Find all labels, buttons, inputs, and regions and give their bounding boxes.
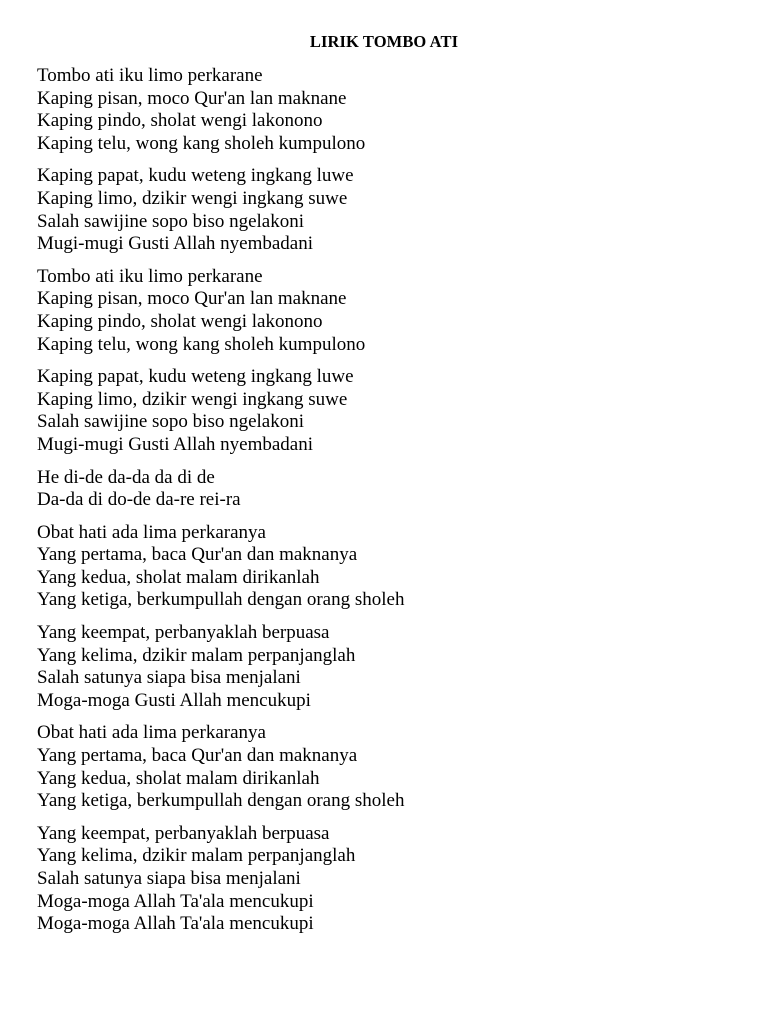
lyrics-body: [37, 65, 737, 946]
lyric-line: Obat hati ada lima perkaranya: [37, 722, 266, 744]
lyric-line: Salah sawijine sopo biso ngelakoni: [37, 411, 305, 433]
lyric-line: Da-da di do-de da-re rei-ra: [37, 489, 241, 511]
lyric-line: Kaping limo, dzikir wengi ingkang suwe: [37, 187, 348, 209]
lyric-line: Yang kedua, sholat malam dirikanlah: [37, 566, 320, 588]
lyric-line: Kaping telu, wong kang sholeh kumpulono: [37, 132, 366, 154]
lyric-line: Tombo ati iku limo perkarane: [37, 65, 263, 86]
lyric-line: Yang ketiga, berkumpullah dengan orang sholeh: [37, 790, 405, 812]
page-title: LIRIK TOMBO ATI: [309, 32, 459, 51]
lyric-line: Kaping limo, dzikir wengi ingkang suwe: [37, 388, 348, 410]
lyric-line: Mugi-mugi Gusti Allah nyembadani: [37, 433, 314, 455]
lyric-line: Kaping papat, kudu weteng ingkang luwe: [37, 165, 354, 187]
lyric-line: Yang keempat, perbanyaklah berpuasa: [37, 822, 330, 844]
lyric-line: Moga-moga Allah Ta'ala mencukupi: [37, 913, 314, 935]
lyric-line: Yang keempat, perbanyaklah berpuasa: [37, 622, 330, 644]
lyric-line: Yang pertama, baca Qur'an dan maknanya: [37, 745, 358, 767]
lyric-line: Mugi-mugi Gusti Allah nyembadani: [37, 233, 314, 255]
lyric-line: Obat hati ada lima perkaranya: [37, 521, 266, 543]
lyric-line: Salah satunya siapa bisa menjalani: [37, 667, 301, 689]
lyric-line: Salah sawijine sopo biso ngelakoni: [37, 210, 305, 232]
lyric-line: Yang pertama, baca Qur'an dan maknanya: [37, 544, 358, 566]
lyric-line: He di-de da-da da di de: [37, 466, 215, 488]
stanza: [37, 622, 737, 712]
lyric-line: Moga-moga Allah Ta'ala mencukupi: [37, 890, 314, 912]
lyric-line: Moga-moga Gusti Allah mencukupi: [37, 689, 311, 711]
stanza: [37, 722, 737, 812]
lyric-line: Kaping pisan, moco Qur'an lan maknane: [37, 87, 347, 109]
lyric-line: Tombo ati iku limo perkarane: [37, 265, 263, 287]
stanza: [37, 165, 737, 255]
lyric-line: Yang ketiga, berkumpullah dengan orang sholeh: [37, 589, 405, 611]
lyric-line: Yang kelima, dzikir malam perpanjanglah: [37, 845, 356, 867]
lyric-line: Kaping pindo, sholat wengi lakonono: [37, 310, 323, 332]
stanza: [37, 366, 737, 456]
stanza: [37, 65, 737, 155]
lyric-line: Kaping pisan, moco Qur'an lan maknane: [37, 288, 347, 310]
stanza: [37, 522, 737, 612]
stanza: [37, 266, 737, 356]
stanza: [37, 467, 737, 512]
lyric-line: Yang kedua, sholat malam dirikanlah: [37, 767, 320, 789]
lyric-line: Kaping papat, kudu weteng ingkang luwe: [37, 366, 354, 388]
lyric-line: Kaping telu, wong kang sholeh kumpulono: [37, 333, 366, 355]
stanza: [37, 823, 737, 936]
lyric-line: Yang kelima, dzikir malam perpanjanglah: [37, 644, 356, 666]
lyric-line: Kaping pindo, sholat wengi lakonono: [37, 110, 323, 132]
lyric-line: Salah satunya siapa bisa menjalani: [37, 868, 301, 889]
